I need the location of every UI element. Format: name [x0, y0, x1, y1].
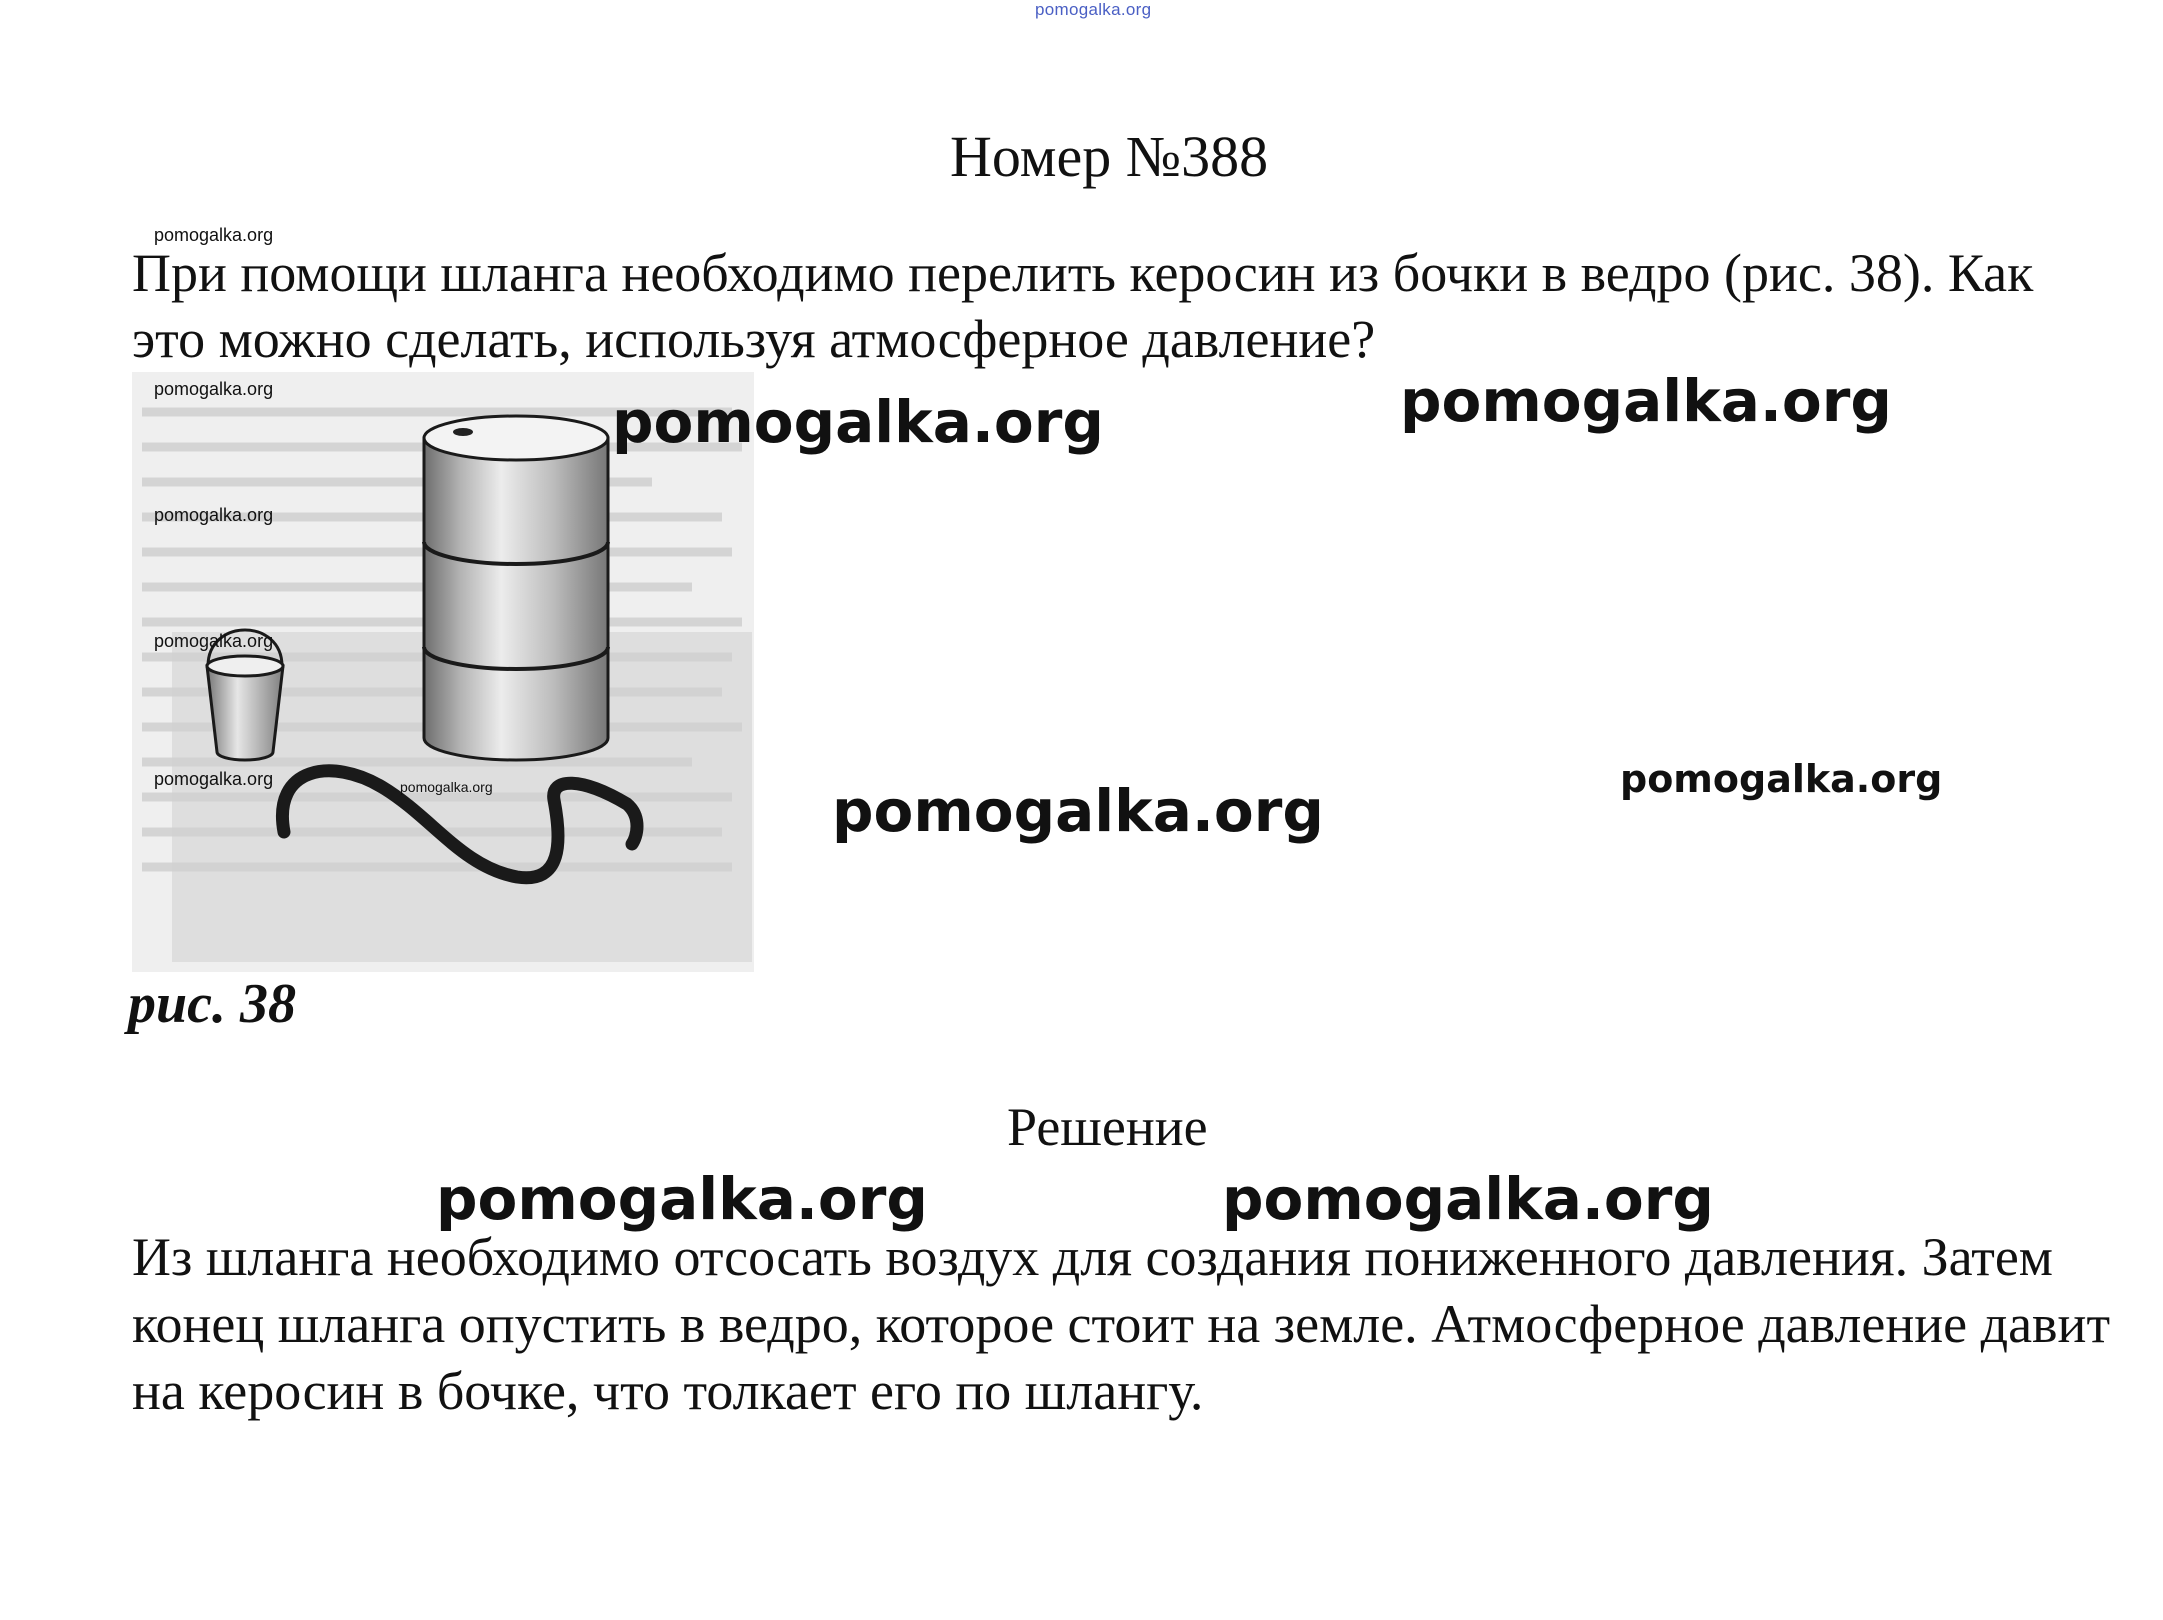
problem-text: При помощи шланга необходимо перелить керосин из бочки в ведро (рис. 38). Как это можно сделать, используя атмосферное давление? [132, 243, 2034, 369]
figure-caption: рис. 38 [128, 973, 296, 1035]
watermark-large: pomogalka.org [436, 1165, 928, 1233]
watermark-small: pomogalka.org [154, 631, 274, 651]
watermark-small: pomogalka.org [154, 769, 274, 789]
figure-barrel-bucket-hose [132, 372, 754, 972]
barrel-icon [424, 416, 608, 760]
watermark-large: pomogalka.org [612, 388, 1104, 456]
solution-title: Решение [1007, 1097, 1208, 1157]
watermark-large: pomogalka.org [1400, 367, 1892, 435]
problem-title: Номер №388 [950, 124, 1269, 189]
figure-illustration [132, 372, 754, 972]
solution-text: Из шланга необходимо отсосать воздух для создания пониженного давления. Затем конец шланга опустить в ведро, которое стоит на земле. Атмосферное давление давит на керосин в бочке, что толкает его по шлангу. [132, 1227, 2111, 1421]
top-watermark: pomogalka.org [1035, 0, 1152, 19]
watermark-small: pomogalka.org [154, 379, 274, 399]
watermark-medium: pomogalka.org [1620, 757, 1943, 801]
watermark-large: pomogalka.org [832, 777, 1324, 845]
watermark-small: pomogalka.org [154, 225, 274, 245]
watermark-small: pomogalka.org [154, 505, 274, 525]
watermark-large: pomogalka.org [1222, 1165, 1714, 1233]
watermark-tiny: pomogalka.org [400, 779, 493, 795]
